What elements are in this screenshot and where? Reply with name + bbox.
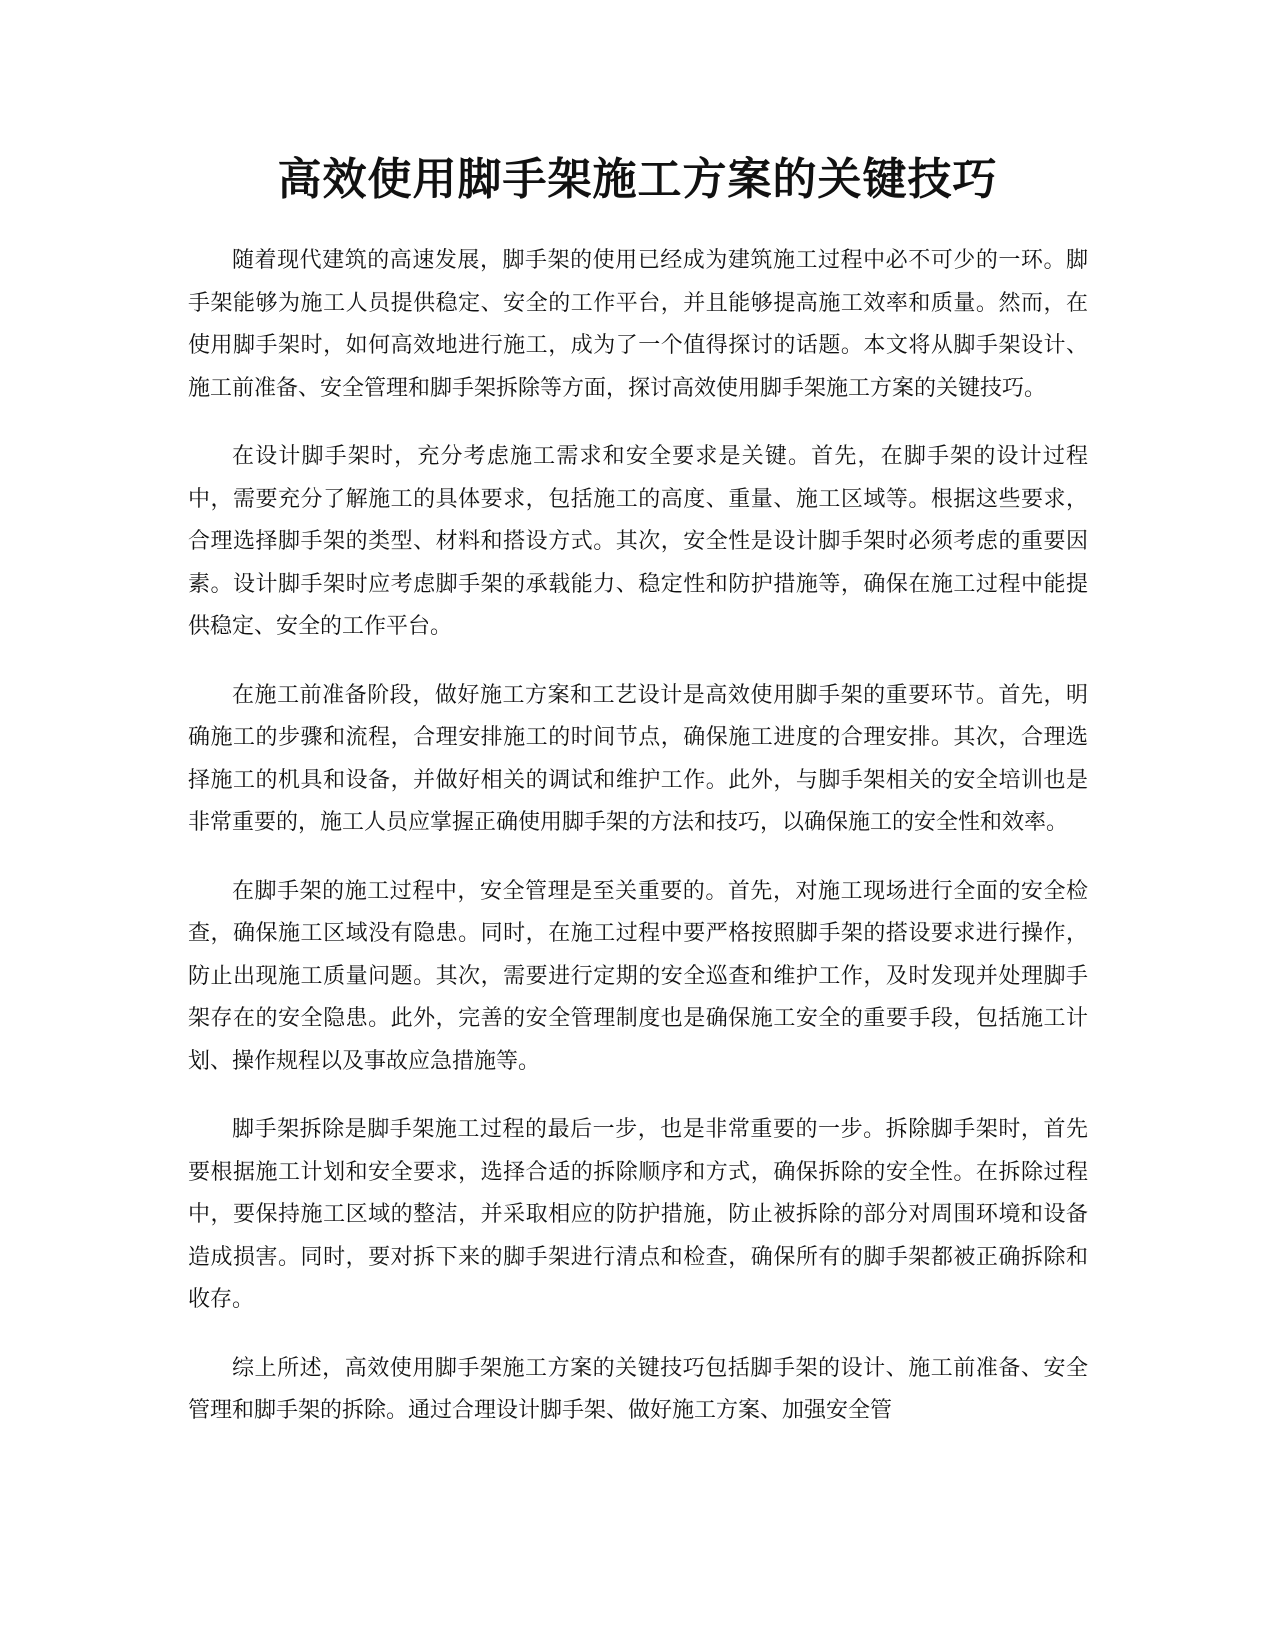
- paragraph-dismantling: 脚手架拆除是脚手架施工过程的最后一步，也是非常重要的一步。拆除脚手架时，首先要根据施工计划和安全要求，选择合适的拆除顺序和方式，确保拆除的安全性。在拆除过程中，要保持施工区域的整洁，并采取相应的防护措施，防止被拆除的部分对周围环境和设备造成损害。同时，要对拆下来的脚手架进行清点和检查，确保所有的脚手架都被正确拆除和收存。: [188, 1117, 1088, 1312]
- paragraph-safety-management: 在脚手架的施工过程中，安全管理是至关重要的。首先，对施工现场进行全面的安全检查，确保施工区域没有隐患。同时，在施工过程中要严格按照脚手架的搭设要求进行操作，防止出现施工质量问题。其次，需要进行定期的安全巡查和维护工作，及时发现并处理脚手架存在的安全隐患。此外，完善的安全管理制度也是确保施工安全的重要手段，包括施工计划、操作规程以及事故应急措施等。: [188, 878, 1088, 1074]
- paragraph-intro: 随着现代建筑的高速发展，脚手架的使用已经成为建筑施工过程中必不可少的一环。脚手架能够为施工人员提供稳定、安全的工作平台，并且能够提高施工效率和质量。然而，在使用脚手架时，如何高效地进行施工，成为了一个值得探讨的话题。本文将从脚手架设计、施工前准备、安全管理和脚手架拆除等方面，探讨高效使用脚手架施工方案的关键技巧。: [188, 248, 1088, 401]
- paragraph-preparation: 在施工前准备阶段，做好施工方案和工艺设计是高效使用脚手架的重要环节。首先，明确施工的步骤和流程，合理安排施工的时间节点，确保施工进度的合理安排。其次，合理选择施工的机具和设备，并做好相关的调试和维护工作。此外，与脚手架相关的安全培训也是非常重要的，施工人员应掌握正确使用脚手架的方法和技巧，以确保施工的安全性和效率。: [188, 682, 1088, 835]
- document-title: 高效使用脚手架施工方案的关键技巧: [277, 154, 998, 205]
- paragraph-summary: 综上所述，高效使用脚手架施工方案的关键技巧包括脚手架的设计、施工前准备、安全管理和脚手架的拆除。通过合理设计脚手架、做好施工方案、加强安全管: [188, 1355, 1088, 1423]
- paragraph-design: 在设计脚手架时，充分考虑施工需求和安全要求是关键。首先，在脚手架的设计过程中，需要充分了解施工的具体要求，包括施工的高度、重量、施工区域等。根据这些要求，合理选择脚手架的类型、材料和搭设方式。其次，安全性是设计脚手架时必须考虑的重要因素。设计脚手架时应考虑脚手架的承载能力、稳定性和防护措施等，确保在施工过程中能提供稳定、安全的工作平台。: [188, 444, 1088, 639]
- document-body: [188, 240, 1088, 1459]
